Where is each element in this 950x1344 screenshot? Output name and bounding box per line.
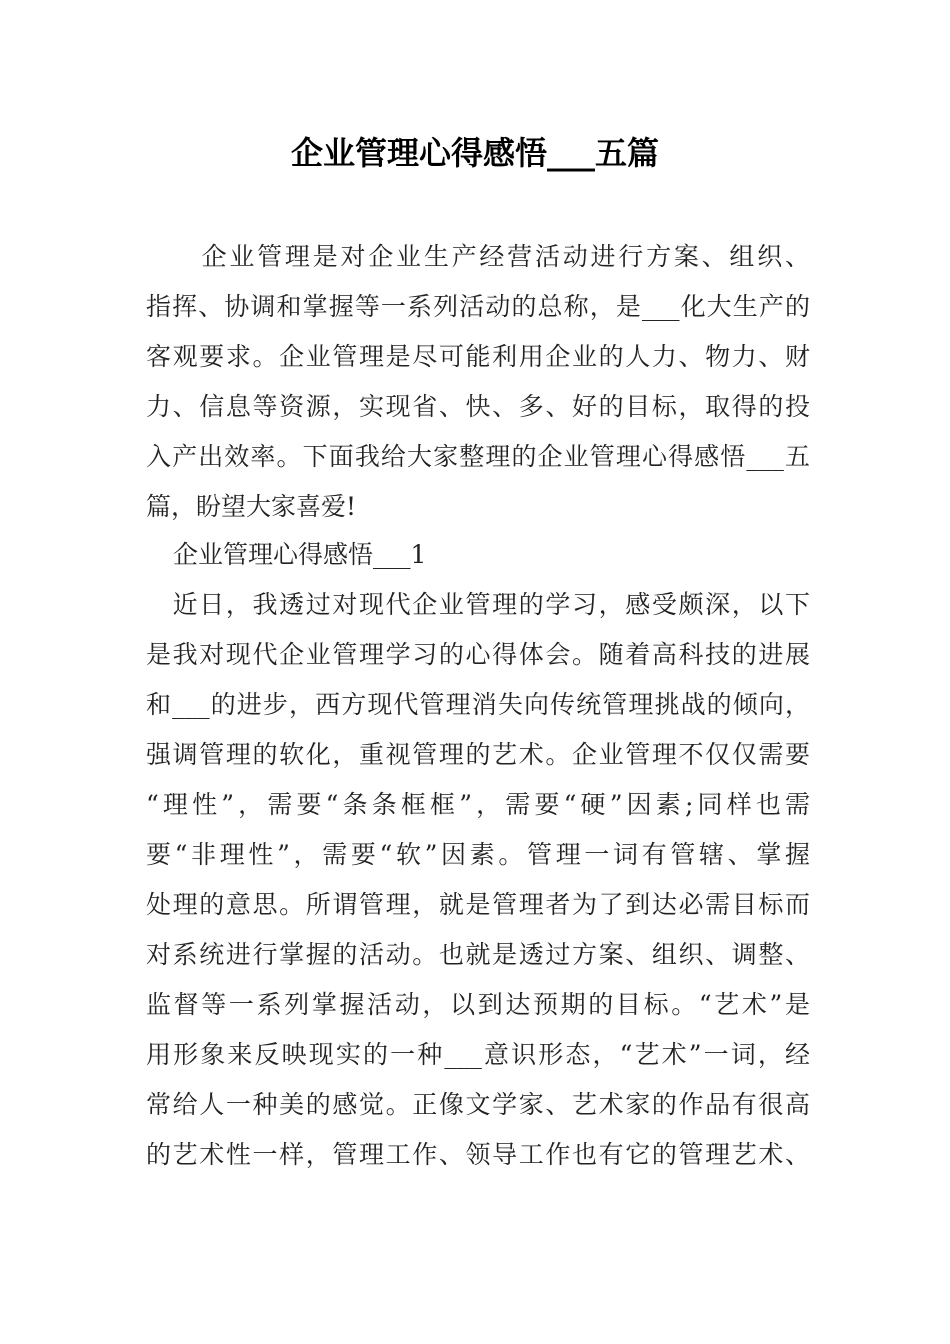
- text-line: 企业管理是对企业生产经营活动进行方案、组织、: [146, 242, 810, 271]
- intro-paragraph: [146, 232, 810, 532]
- text-line: 力、信息等资源，实现省、快、多、好的目标，取得的投: [146, 392, 810, 421]
- text-line: 的艺术性一样，管理工作、领导工作也有它的管理艺术、: [146, 1140, 810, 1169]
- text-line: 处理的意思。所谓管理，就是管理者为了到达必需目标而: [146, 890, 810, 919]
- text-line: 客观要求。企业管理是尽可能利用企业的人力、物力、财: [146, 342, 810, 371]
- text-line: 是我对现代企业管理学习的心得体会。随着高科技的进展: [146, 640, 810, 669]
- text-line: 指挥、协调和掌握等一系列活动的总称，是___化大生产的: [146, 292, 810, 321]
- body-paragraph: [146, 580, 810, 1180]
- text-line: 对系统进行掌握的活动。也就是透过方案、组织、调整、: [146, 940, 810, 969]
- section-heading: 企业管理心得感悟___1: [173, 540, 427, 569]
- text-line: 常给人一种美的感觉。正像文学家、艺术家的作品有很高: [146, 1090, 810, 1119]
- text-line: 监督等一系列掌握活动，以到达预期的目标。“艺术”是: [146, 990, 810, 1019]
- text-line: 入产出效率。下面我给大家整理的企业管理心得感悟___五: [146, 442, 810, 471]
- text-line: 用形象来反映现实的一种___意识形态，“艺术”一词，经: [146, 1040, 810, 1069]
- document-title: 企业管理心得感悟___五篇: [290, 134, 659, 172]
- text-line: 近日，我透过对现代企业管理的学习，感受颇深，以下: [146, 590, 810, 619]
- text-line: 和___的进步，西方现代管理消失向传统管理挑战的倾向，: [146, 690, 810, 719]
- text-line: “理性”，需要“条条框框”，需要“硬”因素;同样也需: [146, 790, 810, 819]
- text-line: 要“非理性”，需要“软”因素。管理一词有管辖、掌握: [146, 840, 810, 869]
- text-line: 篇，盼望大家喜爱!: [146, 492, 357, 521]
- text-line: 强调管理的软化，重视管理的艺术。企业管理不仅仅需要: [146, 740, 810, 769]
